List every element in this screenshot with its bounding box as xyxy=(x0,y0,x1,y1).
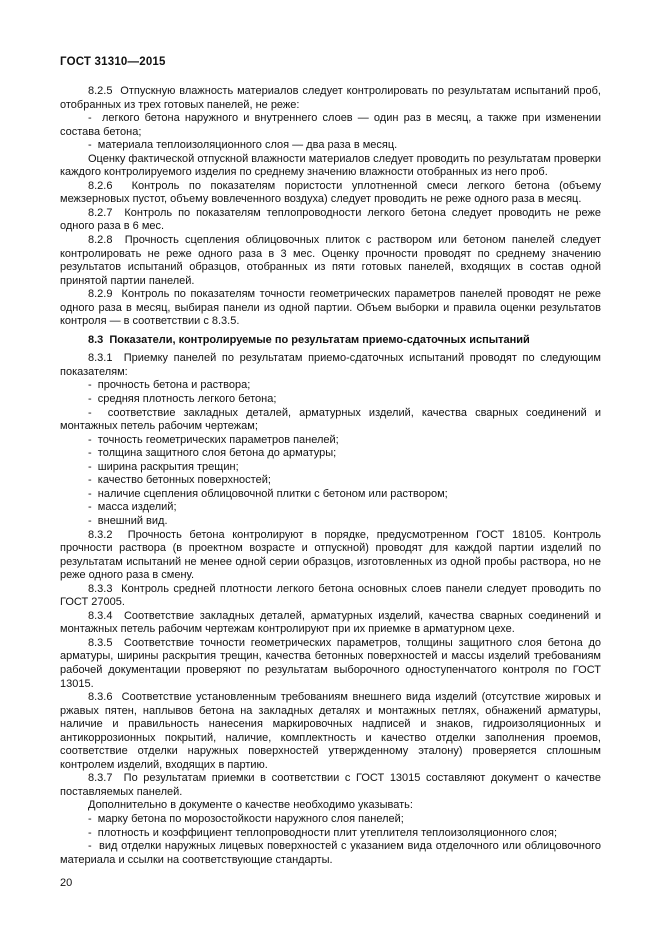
list-item: - ширина раскрытия трещин; xyxy=(88,460,239,473)
list-item: - средняя плотность легкого бетона; xyxy=(88,393,277,406)
paragraph: 8.2.9 Контроль по показателям точности геометрических параметров панелей проводят не реже одного раза в месяц, выбирая панели из одной партии. Объем выборки и правила оценки результатов контроля — в соответствии с 8.3.5. xyxy=(60,288,601,328)
list-item: - вид отделки наружных лицевых поверхностей с указанием вида отделочного или облицовочного материала и ссылки на соответствующие стандарты. xyxy=(60,840,601,866)
list-item: - плотность и коэффициент теплопроводности плит утеплителя теплоизоляционного слоя; xyxy=(88,826,558,839)
document-header: ГОСТ 31310—2015 xyxy=(60,56,166,68)
paragraph: 8.3.4 Соответствие закладных деталей, арматурных изделий, качества сварных соединений и монтажных петель рабочим чертежам контролируют при их приемке в арматурном цехе. xyxy=(60,609,601,636)
paragraph: 8.3.5 Соответствие точности геометрических параметров, толщины защитного слоя бетона до арматуры, ширины раскрытия трещин, качества бетонных поверхностей и массы изделий требованиям рабочей документации проверяют по результатам выборочного одноступенчатого контроля по ГОСТ 13015. xyxy=(60,636,601,690)
paragraph: 8.3.2 Прочность бетона контролируют в порядке, предусмотренном ГОСТ 18105. Контроль прочности раствора (в проектном возрасте и отпускной) проводят для каждой партии изделий по результатам испытаний не менее одной серии образцов, изготовленных из одной пробы раствора, но не реже одного раза в смену. xyxy=(60,528,601,582)
list-item: - прочность бетона и раствора; xyxy=(88,379,251,392)
paragraph: Дополнительно в документе о качестве необходимо указывать: xyxy=(88,799,413,812)
paragraph: Оценку фактической отпускной влажности материалов следует проводить по результатам проверки каждого контролируемого изделия по среднему значению влажности отобранных из него проб. xyxy=(60,152,601,179)
paragraph: 8.3.3 Контроль средней плотности легкого бетона основных слоев панели следует проводить по ГОСТ 27005. xyxy=(60,582,601,609)
paragraph: 8.2.6 Контроль по показателям пористости уплотненной смеси легкого бетона (объему межзерновых пустот, объему вовлеченного воздуха) следует проводить не реже одного раза в месяц. xyxy=(60,179,601,206)
list-item: - точность геометрических параметров панелей; xyxy=(88,433,339,446)
paragraph: 8.3.7 По результатам приемки в соответствии с ГОСТ 13015 составляют документ о качестве поставляемых панелей. xyxy=(60,772,601,798)
section-heading: 8.3 Показатели, контролируемые по результатам приемо-сдаточных испытаний xyxy=(88,333,530,346)
list-item: - качество бетонных поверхностей; xyxy=(88,474,271,487)
document-body xyxy=(60,85,601,891)
paragraph: 8.2.7 Контроль по показателям теплопроводности легкого бетона следует проводить не реже одного раза в 6 мес. xyxy=(60,206,601,233)
paragraph: 8.2.8 Прочность сцепления облицовочных плиток с раствором или бетоном панелей следует контролировать не реже одного раза в 3 мес. Оценку прочности проводят по среднему значению результатов испытаний образцов, отобранных из пяти готовых панелей, входящих в состав одной принятой партии панелей. xyxy=(60,234,601,287)
list-item: - внешний вид. xyxy=(88,514,168,527)
list-item: - легкого бетона наружного и внутреннего слоев — один раз в месяц, а также при изменении состава бетона; xyxy=(60,112,601,138)
list-item: - соответствие закладных деталей, арматурных изделий, качества сварных соединений и монтажных петель рабочим чертежам; xyxy=(60,406,601,433)
list-item: - марку бетона по морозостойкости наружного слоя панелей; xyxy=(88,812,404,825)
paragraph: 8.3.6 Соответствие установленным требованиям внешнего вида изделий (отсутствие жировых и ржавых пятен, наплывов бетона на закладных деталях и монтажных петлях, обнажений арматуры, наличие и правильность нанесения маркировочных надписей и знаков, гидроизоляционных и антикоррозионных покрытий, наличие, комплектность и качество отделки заполнения проемов, соответствие отделки наружных поверхностей утвержденному эталону) проверяется сплошным контролем изделий, входящих в партию. xyxy=(60,691,601,771)
list-item: - масса изделий; xyxy=(88,501,177,514)
paragraph: 8.3.1 Приемку панелей по результатам приемо-сдаточных испытаний проводят по следующим показателям: xyxy=(60,352,601,378)
paragraph: 8.2.5 Отпускную влажность материалов следует контролировать по результатам испытаний проб, отобранных из трех готовых панелей, не реже: xyxy=(60,85,601,111)
list-item: - материала теплоизоляционного слоя — два раза в месяц. xyxy=(88,139,398,152)
list-item: - толщина защитного слоя бетона до арматуры; xyxy=(88,447,337,460)
list-item: - наличие сцепления облицовочной плитки с бетоном или раствором; xyxy=(88,487,448,500)
page-number: 20 xyxy=(60,877,73,890)
